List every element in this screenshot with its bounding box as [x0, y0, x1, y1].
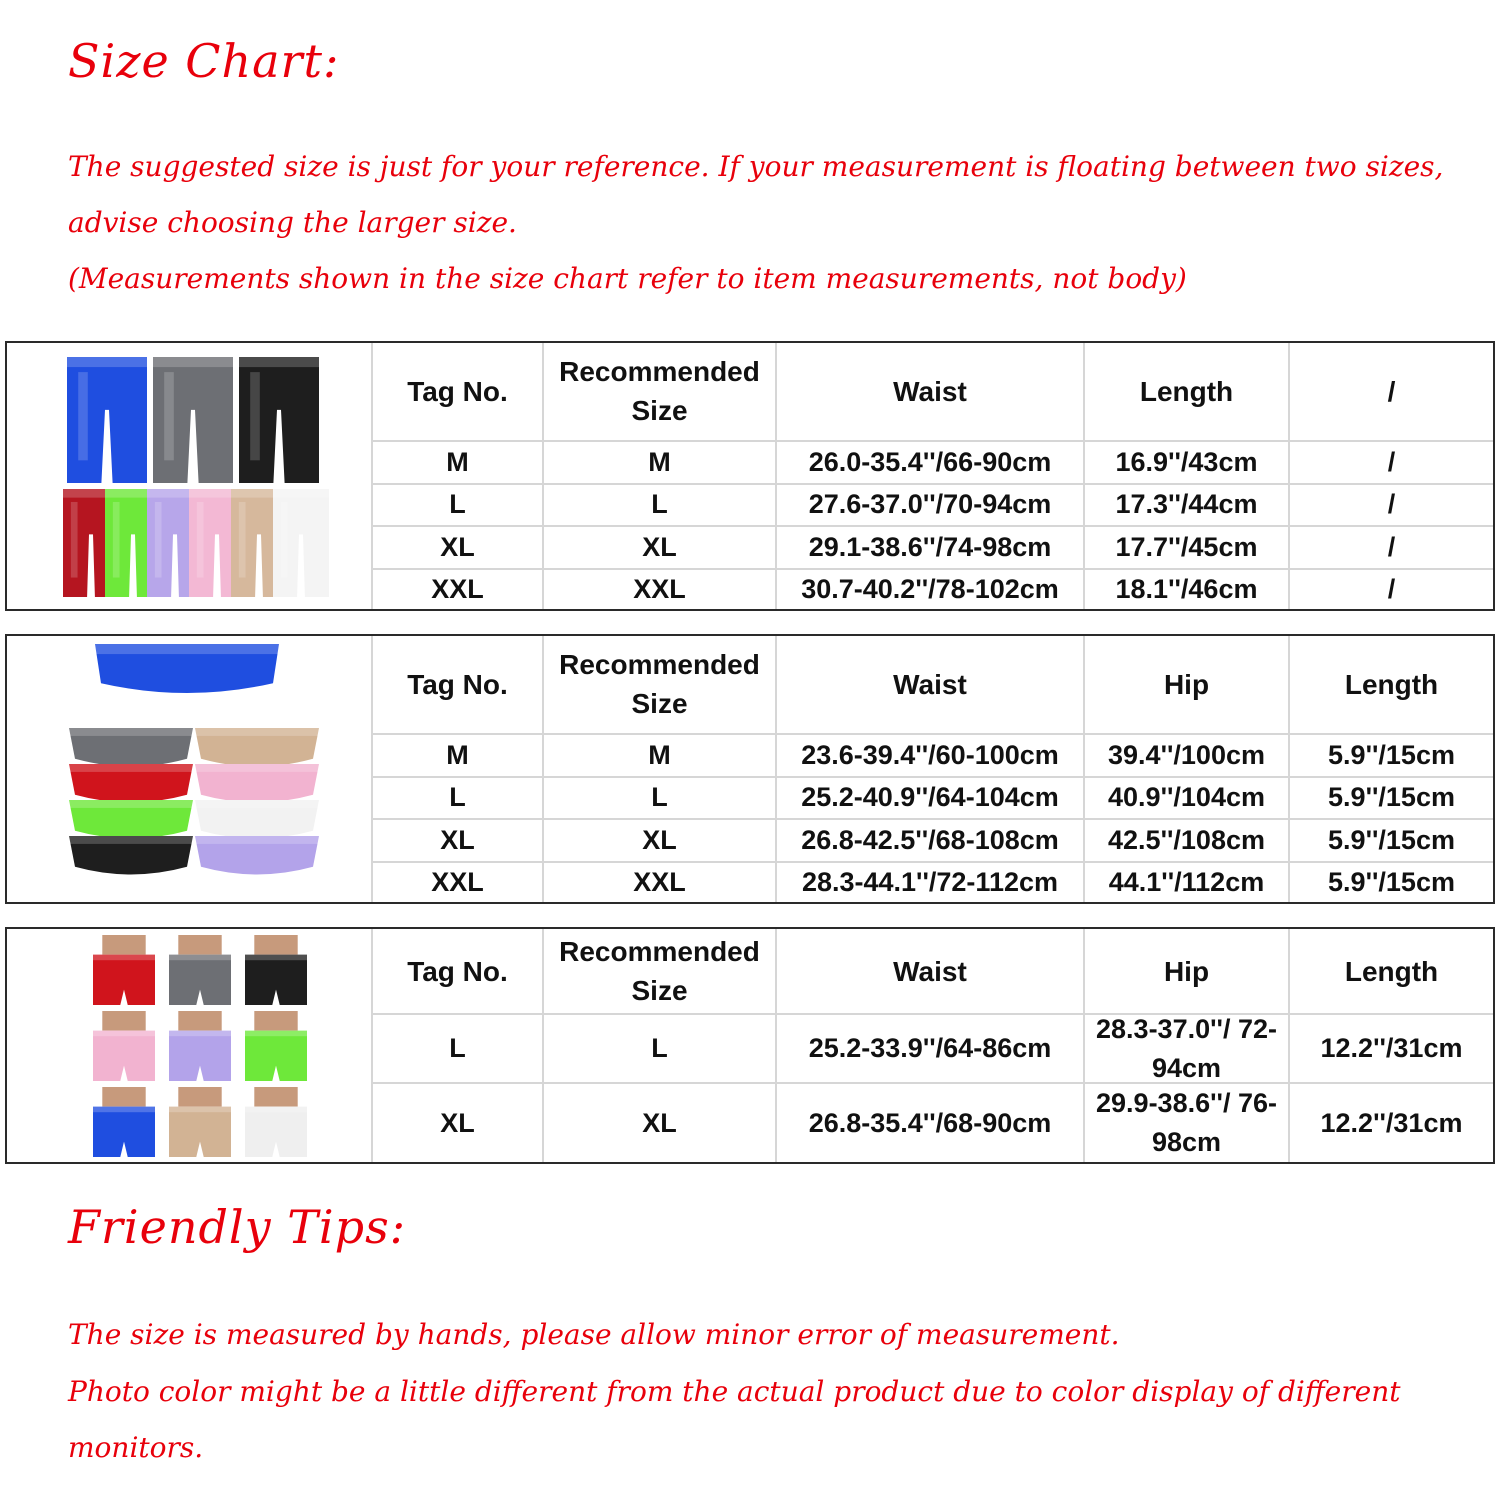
table-row	[373, 485, 1493, 528]
table-row	[373, 778, 1493, 821]
brief-swatch	[69, 728, 193, 767]
boxers-image	[7, 929, 371, 1162]
table-header-row	[373, 343, 1493, 442]
size-chart-title: Size Chart:	[68, 34, 340, 88]
waist-cell: 23.6-39.4''/60-100cm	[777, 735, 1085, 776]
length-cell: 16.9''/43cm	[1085, 442, 1290, 483]
length-cell: 17.7''/45cm	[1085, 527, 1290, 568]
table-row	[373, 735, 1493, 778]
tag-no-cell: M	[373, 735, 544, 776]
size-chart-note: The suggested size is just for your reference. If your measurement is floating between two sizes, advise choosing the larger size.	[68, 150, 1444, 239]
col-header-waist: Waist	[777, 636, 1085, 733]
friendly-tip-color: Photo color might be a little different from the actual product due to color display of different monitors.	[68, 1375, 1401, 1464]
product-image-long-shorts	[7, 343, 373, 609]
brief-swatch	[195, 728, 319, 767]
recommended-size-cell: XL	[544, 527, 777, 568]
size-chart-disclaimer: (Measurements shown in the size chart refer to item measurements, not body)	[68, 262, 1187, 295]
col-header-recommended-size: Recommended Size	[544, 636, 777, 733]
col-header-length: Length	[1344, 668, 1439, 700]
product-image-briefs	[7, 636, 373, 902]
long-shorts-swatch	[273, 489, 329, 597]
col-header-length: Length	[1085, 343, 1290, 440]
size-table-briefs	[5, 634, 1495, 904]
recommended-size-cell: XXL	[544, 570, 777, 609]
hip-cell: 44.1''/112cm	[1085, 863, 1290, 902]
col-header-tag-no: Tag No.	[373, 343, 544, 440]
col-header-tag-no: Tag No.	[373, 636, 544, 733]
col-header-hip: Hip	[1085, 929, 1290, 1013]
tag-no-cell: XL	[373, 1084, 544, 1162]
waist-cell: 30.7-40.2''/78-102cm	[777, 570, 1085, 609]
blank-cell: /	[1387, 532, 1396, 563]
boxer-swatch	[169, 1011, 231, 1081]
brief-swatch	[69, 800, 193, 839]
size-table-long-shorts	[5, 341, 1495, 611]
waist-cell: 26.0-35.4''/66-90cm	[777, 442, 1085, 483]
length-cell: 12.2''/31cm	[1320, 1033, 1463, 1063]
length-cell: 17.3''/44cm	[1085, 485, 1290, 526]
tag-no-cell: XL	[373, 820, 544, 861]
col-header-length: Length	[1344, 955, 1439, 987]
boxer-swatch	[245, 1087, 307, 1157]
length-cell: 12.2''/31cm	[1320, 1107, 1463, 1138]
table-row	[373, 1084, 1493, 1162]
briefs-image	[7, 636, 371, 902]
waist-cell: 27.6-37.0''/70-94cm	[777, 485, 1085, 526]
recommended-size-cell: M	[544, 442, 777, 483]
length-cell: 5.9''/15cm	[1328, 825, 1455, 856]
brief-swatch	[195, 800, 319, 839]
hip-cell: 29.9-38.6''/ 76-98cm	[1085, 1084, 1290, 1162]
tag-no-cell: L	[373, 778, 544, 819]
product-image-boxers	[7, 929, 373, 1162]
brief-swatch	[195, 836, 319, 875]
col-header-recommended-size: Recommended Size	[544, 929, 777, 1013]
recommended-size-cell: M	[544, 735, 777, 776]
brief-swatch	[69, 836, 193, 875]
recommended-size-cell: XL	[544, 820, 777, 861]
tag-no-cell: XL	[373, 527, 544, 568]
recommended-size-cell: L	[544, 485, 777, 526]
col-header-tag-no: Tag No.	[373, 929, 544, 1013]
length-cell: 5.9''/15cm	[1328, 739, 1455, 770]
tag-no-cell: M	[373, 442, 544, 483]
long-shorts-image	[7, 343, 371, 609]
size-table-boxers	[5, 927, 1495, 1164]
col-header-hip: Hip	[1085, 636, 1290, 733]
boxer-swatch	[169, 935, 231, 1005]
tag-no-cell: L	[373, 485, 544, 526]
col-header-waist: Waist	[777, 929, 1085, 1013]
boxer-swatch	[169, 1087, 231, 1157]
brief-swatch	[195, 764, 319, 803]
length-cell: 5.9''/15cm	[1328, 867, 1455, 898]
table-row	[373, 527, 1493, 570]
waist-cell: 28.3-44.1''/72-112cm	[777, 863, 1085, 902]
table-row	[373, 1015, 1493, 1084]
hip-cell: 42.5''/108cm	[1085, 820, 1290, 861]
col-header-blank: /	[1387, 375, 1396, 407]
table-header-row	[373, 636, 1493, 735]
waist-cell: 26.8-35.4''/68-90cm	[777, 1084, 1085, 1162]
boxer-swatch	[93, 935, 155, 1005]
tag-no-cell: XXL	[373, 570, 544, 609]
boxer-swatch	[245, 1011, 307, 1081]
recommended-size-cell: L	[544, 778, 777, 819]
long-shorts-swatch	[239, 357, 319, 483]
tag-no-cell: L	[373, 1015, 544, 1082]
waist-cell: 26.8-42.5''/68-108cm	[777, 820, 1085, 861]
table-row	[373, 863, 1493, 902]
blank-cell: /	[1387, 489, 1396, 520]
table-row	[373, 570, 1493, 609]
col-header-recommended-size: Recommended Size	[544, 343, 777, 440]
table-row	[373, 820, 1493, 863]
long-shorts-swatch	[67, 357, 147, 483]
length-cell: 18.1''/46cm	[1085, 570, 1290, 609]
recommended-size-cell: XL	[544, 1084, 777, 1162]
hip-cell: 28.3-37.0''/ 72-94cm	[1085, 1015, 1290, 1082]
boxer-swatch	[93, 1011, 155, 1081]
blank-cell: /	[1387, 574, 1396, 605]
recommended-size-cell: XXL	[544, 863, 777, 902]
waist-cell: 29.1-38.6''/74-98cm	[777, 527, 1085, 568]
brief-swatch	[95, 644, 279, 693]
table-header-row	[373, 929, 1493, 1015]
col-header-waist: Waist	[777, 343, 1085, 440]
boxer-swatch	[245, 935, 307, 1005]
waist-cell: 25.2-33.9''/64-86cm	[777, 1015, 1085, 1082]
length-cell: 5.9''/15cm	[1328, 782, 1455, 813]
table-row	[373, 442, 1493, 485]
boxer-swatch	[93, 1087, 155, 1157]
hip-cell: 39.4''/100cm	[1085, 735, 1290, 776]
tag-no-cell: XXL	[373, 863, 544, 902]
long-shorts-swatch	[153, 357, 233, 483]
friendly-tips-title: Friendly Tips:	[68, 1200, 407, 1254]
recommended-size-cell: L	[544, 1015, 777, 1082]
friendly-tip-measurement: The size is measured by hands, please allow minor error of measurement.	[68, 1318, 1120, 1351]
blank-cell: /	[1387, 446, 1396, 477]
brief-swatch	[69, 764, 193, 803]
waist-cell: 25.2-40.9''/64-104cm	[777, 778, 1085, 819]
hip-cell: 40.9''/104cm	[1085, 778, 1290, 819]
